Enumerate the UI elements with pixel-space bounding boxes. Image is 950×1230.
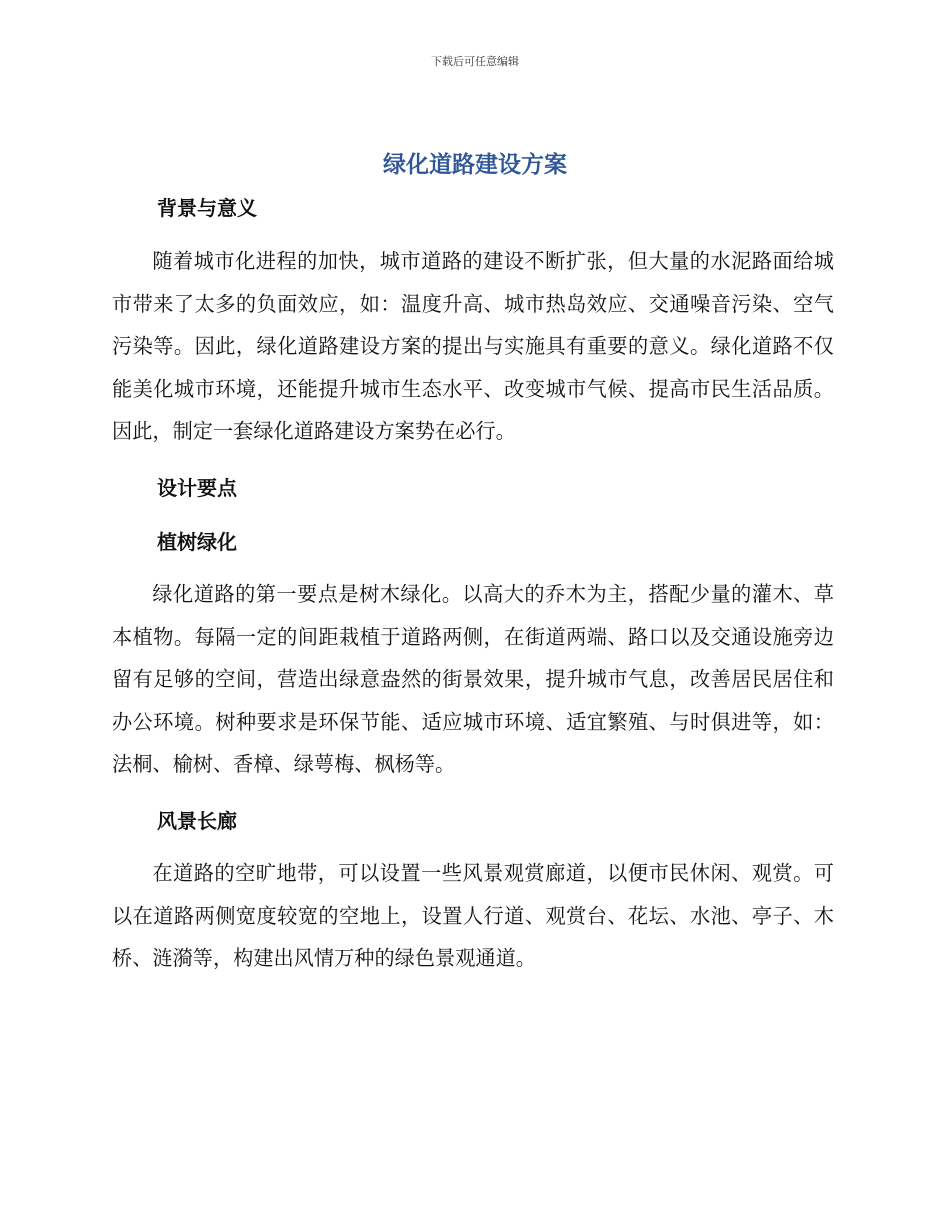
header-note: 下载后可任意编辑: [431, 55, 519, 68]
section-heading-scenic-corridor: 风景长廊: [157, 809, 237, 833]
section-paragraph-background: 随着城市化进程的加快，城市道路的建设不断扩张，但大量的水泥路面给城市带来了太多的负面效应，如：温度升高、城市热岛效应、交通噪音污染、空气污染等。因此，绿化道路建设方案的提出与实施具有重要的意义。绿化道路不仅能美化城市环境，还能提升城市生态水平、改变城市气候、提高市民生活品质。因此，制定一套绿化道路建设方案势在必行。: [112, 249, 834, 443]
section-heading-design-points: 设计要点: [157, 476, 237, 500]
section-paragraph-tree-planting: 绿化道路的第一要点是树木绿化。以高大的乔木为主，搭配少量的灌木、草本植物。每隔一定的间距栽植于道路两侧，在街道两端、路口以及交通设施旁边留有足够的空间，营造出绿意盎然的街景效果，提升城市气息，改善居民居住和办公环境。树种要求是环保节能、适应城市环境、适宜繁殖、与时俱进等，如：法桐、榆树、香樟、绿萼梅、枫杨等。: [112, 582, 834, 776]
section-paragraph-scenic-corridor: 在道路的空旷地带，可以设置一些风景观赏廊道，以便市民休闲、观赏。可以在道路两侧宽度较宽的空地上，设置人行道、观赏台、花坛、水池、亭子、木桥、涟漪等，构建出风情万种的绿色景观通道。: [112, 861, 834, 970]
section-heading-tree-planting: 植树绿化: [157, 530, 237, 554]
section-heading-background: 背景与意义: [157, 196, 257, 220]
document-title: 绿化道路建设方案: [383, 152, 567, 178]
